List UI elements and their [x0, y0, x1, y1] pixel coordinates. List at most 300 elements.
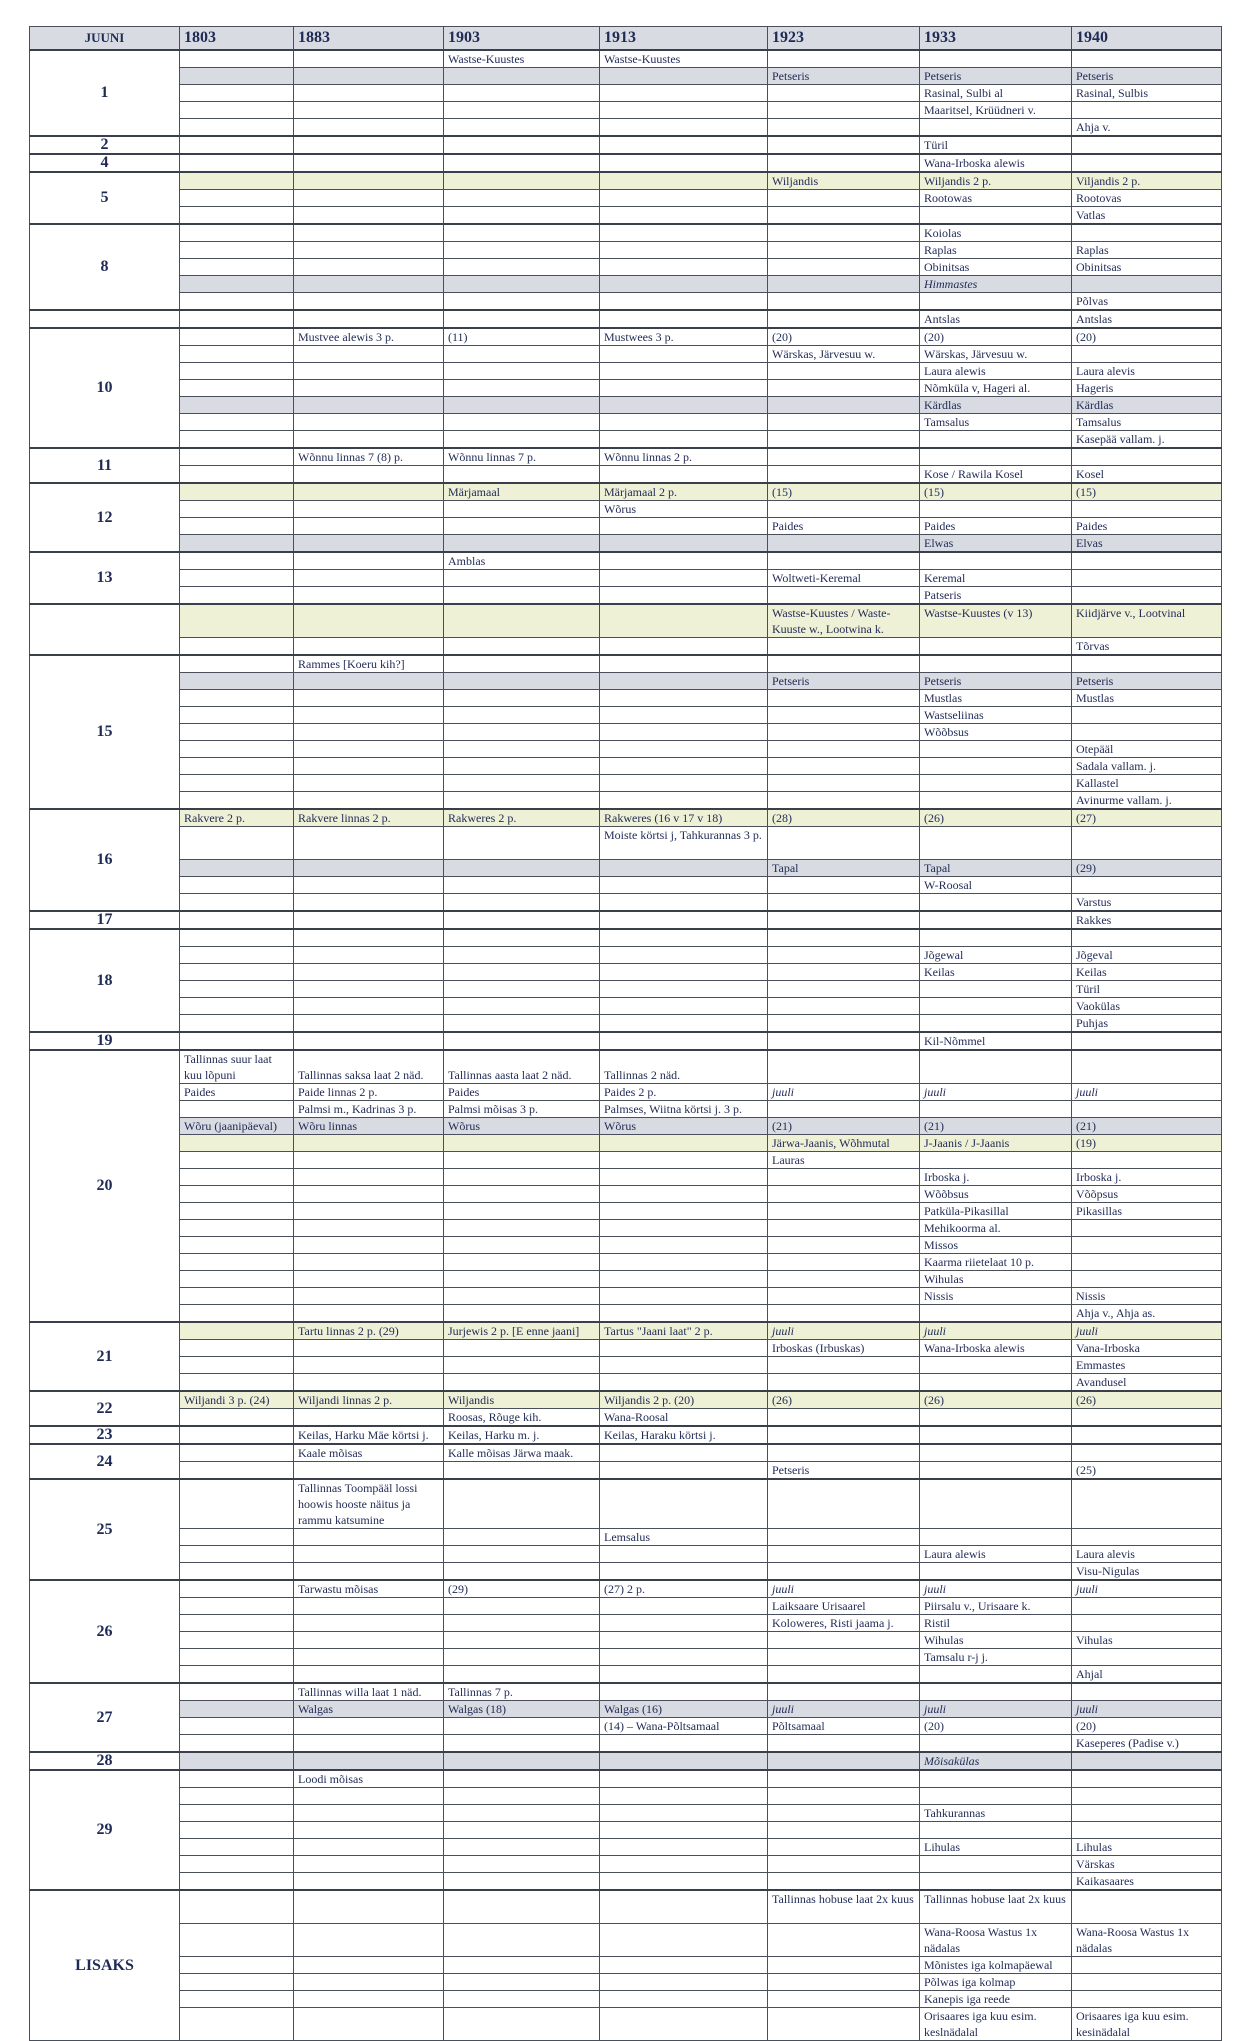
fair-cell: Wõõbsus [920, 1186, 1072, 1203]
fair-cell [768, 1050, 920, 1084]
fair-cell [1072, 1822, 1222, 1839]
fair-cell: Laura alevis [1072, 363, 1222, 380]
fair-cell [444, 346, 600, 363]
day-label: 5 [30, 172, 180, 224]
fair-cell: Tartu linnas 2 p. (29) [294, 1322, 444, 1340]
fair-cell [180, 587, 294, 605]
fair-cell [294, 947, 444, 964]
fair-cell: (15) [1072, 483, 1222, 501]
fair-cell [1072, 1426, 1222, 1444]
fair-cell: Moiste körtsi j, Tahkurannas 3 p. [600, 827, 768, 860]
fair-cell [1072, 1788, 1222, 1805]
fair-cell [600, 1839, 768, 1856]
day-label: 25 [30, 1479, 180, 1580]
fair-cell [294, 363, 444, 380]
table-row [30, 310, 1222, 328]
table-row [30, 552, 1222, 570]
fair-cell [600, 1735, 768, 1753]
table-row [30, 380, 1222, 397]
fair-cell [180, 397, 294, 414]
fair-cell [180, 207, 294, 225]
fair-cell: (26) [768, 1391, 920, 1409]
fair-cell [294, 1340, 444, 1357]
fair-cell [180, 1839, 294, 1856]
fair-cell [294, 1873, 444, 1891]
fair-cell: Tallinnas 7 p. [444, 1683, 600, 1701]
fair-cell [444, 758, 600, 775]
fair-cell [444, 1718, 600, 1735]
fair-cell: Wiljandi linnas 2 p. [294, 1391, 444, 1409]
fair-cell: Tallinnas saksa laat 2 näd. [294, 1050, 444, 1084]
fair-cell: (19) [1072, 1135, 1222, 1152]
fair-cell [294, 1015, 444, 1033]
fair-cell: Raplas [920, 242, 1072, 259]
fair-cell [1072, 707, 1222, 724]
fair-cell [180, 1890, 294, 1924]
fair-cell: (27) 2 p. [600, 1580, 768, 1598]
table-row [30, 1409, 1222, 1427]
fair-cell [444, 414, 600, 431]
fair-cell: Ahja v. [1072, 119, 1222, 137]
fair-cell [444, 1615, 600, 1632]
fair-cell [920, 1426, 1072, 1444]
fair-cell: juuli [1072, 1084, 1222, 1101]
table-row [30, 431, 1222, 449]
fair-cell [920, 293, 1072, 311]
day-label [30, 310, 180, 328]
fair-cell [294, 929, 444, 947]
fair-cell [768, 1957, 920, 1974]
fair-cell [768, 1203, 920, 1220]
fair-cell [600, 724, 768, 741]
day-label: 4 [30, 154, 180, 172]
table-row [30, 1426, 1222, 1444]
fair-cell [180, 380, 294, 397]
fair-cell: Wana-Irboska alewis [920, 154, 1072, 172]
fair-cell [444, 1957, 600, 1974]
fair-cell [920, 929, 1072, 947]
fair-cell [768, 741, 920, 758]
fair-cell [768, 1254, 920, 1271]
fair-cell [294, 1357, 444, 1374]
fair-cell: Mustwees 3 p. [600, 328, 768, 346]
fair-cell [600, 1032, 768, 1050]
table-row [30, 741, 1222, 758]
fair-cell [180, 673, 294, 690]
fair-cell [1072, 1032, 1222, 1050]
fair-cell: Wiljandis 2 p. [920, 172, 1072, 190]
fair-cell [920, 1374, 1072, 1392]
header-year-1803: 1803 [180, 27, 294, 51]
fair-cell [180, 981, 294, 998]
fair-cell [294, 1890, 444, 1924]
fair-cell [1072, 877, 1222, 894]
fair-cell [444, 293, 600, 311]
fair-cell [294, 50, 444, 68]
fair-cell [294, 1598, 444, 1615]
fair-cell: Sadala vallam. j. [1072, 758, 1222, 775]
fair-cell: Wastseliinas [920, 707, 1072, 724]
table-row [30, 1822, 1222, 1839]
fair-cell [180, 448, 294, 466]
fair-cell [600, 1805, 768, 1822]
fair-cell: Wastse-Kuustes (v 13) [920, 604, 1072, 638]
table-row [30, 1237, 1222, 1254]
day-label: 20 [30, 1050, 180, 1322]
table-row [30, 68, 1222, 85]
fair-cell [444, 827, 600, 860]
fair-cell [600, 1974, 768, 1991]
fair-cell [1072, 1101, 1222, 1118]
table-row [30, 1718, 1222, 1735]
fair-cell [600, 775, 768, 792]
header-month: JUUNI [30, 27, 180, 51]
fair-cell [180, 1357, 294, 1374]
fair-cell: Raplas [1072, 242, 1222, 259]
table-row [30, 1683, 1222, 1701]
fair-cell [600, 894, 768, 912]
fair-cell [444, 1770, 600, 1788]
fair-cell [768, 1752, 920, 1770]
fair-cell [600, 1788, 768, 1805]
fair-cell [180, 707, 294, 724]
fair-cell [180, 1220, 294, 1237]
fair-cell [600, 707, 768, 724]
fair-cell: Kiidjärve v., Lootvinal [1072, 604, 1222, 638]
table-row [30, 809, 1222, 827]
fair-cell: juuli [920, 1580, 1072, 1598]
fair-cell [768, 414, 920, 431]
fair-cell [294, 414, 444, 431]
fair-cell [294, 877, 444, 894]
fair-cell [180, 655, 294, 673]
fair-cell [180, 1873, 294, 1891]
table-row [30, 1580, 1222, 1598]
fair-cell [600, 1374, 768, 1392]
fair-cell [768, 1032, 920, 1050]
table-row [30, 1032, 1222, 1050]
fair-cell [180, 1152, 294, 1169]
fair-cell [444, 655, 600, 673]
fair-cell [294, 758, 444, 775]
fair-cell [294, 552, 444, 570]
fair-cell [180, 860, 294, 877]
fair-cell: Mõisakülas [920, 1752, 1072, 1770]
fair-cell [444, 1822, 600, 1839]
fair-cell [600, 172, 768, 190]
fair-cell [294, 483, 444, 501]
fair-cell [444, 894, 600, 912]
fair-cell [1072, 1254, 1222, 1271]
fair-cell [600, 1822, 768, 1839]
fair-cell: Vatlas [1072, 207, 1222, 225]
fair-cell: Tamsalus [920, 414, 1072, 431]
fair-cell [444, 775, 600, 792]
fair-cell [768, 1788, 920, 1805]
fair-cell [1072, 154, 1222, 172]
fair-cell [180, 638, 294, 656]
fair-cell: Põltsamaal [768, 1718, 920, 1735]
fair-cell [768, 1305, 920, 1323]
fair-cell: Irboskas (Irbuskas) [768, 1340, 920, 1357]
day-label: 29 [30, 1770, 180, 1890]
fair-cell [180, 501, 294, 518]
fair-cell [600, 1770, 768, 1788]
fair-cell [600, 1340, 768, 1357]
fair-cell [180, 1288, 294, 1305]
fair-cell [180, 552, 294, 570]
fair-cell [768, 724, 920, 741]
fair-cell [444, 1357, 600, 1374]
fair-cell [920, 119, 1072, 137]
fair-cell [294, 1839, 444, 1856]
fair-cell: Wastse-Kuustes [600, 50, 768, 68]
table-row [30, 1752, 1222, 1770]
fair-cell [294, 1409, 444, 1427]
fair-cell [768, 998, 920, 1015]
fair-cell [600, 1479, 768, 1529]
fair-cell [920, 1666, 1072, 1684]
fair-cell [600, 1563, 768, 1581]
header-year-1883: 1883 [294, 27, 444, 51]
fair-cell [920, 981, 1072, 998]
table-row [30, 1271, 1222, 1288]
fair-cell [600, 655, 768, 673]
fair-cell [444, 741, 600, 758]
table-row [30, 1152, 1222, 1169]
fair-cell: Wärskas, Järvesuu w. [768, 346, 920, 363]
fair-cell [768, 929, 920, 947]
fair-cell: Paides 2 p. [600, 1084, 768, 1101]
table-row [30, 1649, 1222, 1666]
fair-cell: Antslas [1072, 310, 1222, 328]
fair-cell: Paides [768, 518, 920, 535]
fair-cell [920, 758, 1072, 775]
fair-cell [600, 397, 768, 414]
table-row [30, 518, 1222, 535]
fair-cell [600, 293, 768, 311]
fair-cell: Tallinnas hobuse laat 2x kuus [920, 1890, 1072, 1924]
table-row [30, 1924, 1222, 1957]
fair-cell [180, 119, 294, 137]
fair-cell: Walgas (16) [600, 1701, 768, 1718]
fair-cell: Keilas [1072, 964, 1222, 981]
fair-cell: Lihulas [1072, 1839, 1222, 1856]
fair-cell [600, 85, 768, 102]
fair-cell [180, 1632, 294, 1649]
fair-cell [920, 894, 1072, 912]
fair-cell: (25) [1072, 1462, 1222, 1480]
fair-cell [444, 102, 600, 119]
fair-cell: Woltweti-Keremal [768, 570, 920, 587]
table-row [30, 85, 1222, 102]
fair-cell [294, 604, 444, 638]
fair-cell [180, 827, 294, 860]
fair-cell [600, 346, 768, 363]
fair-cell [600, 570, 768, 587]
fair-cell [600, 587, 768, 605]
fair-cell: Paides [920, 518, 1072, 535]
fair-cell: Nissis [920, 1288, 1072, 1305]
fair-cell [920, 1735, 1072, 1753]
fair-cell: juuli [920, 1084, 1072, 1101]
fair-cell: Wiljandis [444, 1391, 600, 1409]
fair-cell [1072, 1770, 1222, 1788]
fair-cell [180, 363, 294, 380]
fair-cell [768, 964, 920, 981]
fair-cell [1072, 1974, 1222, 1991]
header-year-1913: 1913 [600, 27, 768, 51]
fair-cell [600, 136, 768, 154]
fair-cell [768, 259, 920, 276]
fair-cell [1072, 1479, 1222, 1529]
fair-cell [294, 136, 444, 154]
fair-cell [768, 690, 920, 707]
fair-cell [1072, 1991, 1222, 2008]
fair-cell: Wõõbsus [920, 724, 1072, 741]
fair-cell [920, 1152, 1072, 1169]
fair-cell [180, 947, 294, 964]
fair-cell [920, 1529, 1072, 1546]
fair-cell [294, 346, 444, 363]
fair-cell [444, 1220, 600, 1237]
fair-cell: Wana-Roosal [600, 1409, 768, 1427]
fair-cell [600, 1615, 768, 1632]
fair-cell [768, 877, 920, 894]
fair-cell: Petseris [768, 1462, 920, 1480]
fair-cell [444, 1305, 600, 1323]
fair-cell: Wõrus [600, 1118, 768, 1135]
fair-cell [920, 1305, 1072, 1323]
fair-cell: Missos [920, 1237, 1072, 1254]
fair-cell [1072, 655, 1222, 673]
fair-cell: juuli [768, 1084, 920, 1101]
fair-cell [768, 293, 920, 311]
table-row [30, 894, 1222, 912]
day-label: 11 [30, 448, 180, 483]
fair-cell: Avandusel [1072, 1374, 1222, 1392]
header-row [30, 27, 1222, 51]
fair-cell [294, 431, 444, 449]
fair-cell [444, 518, 600, 535]
fair-cell [920, 1479, 1072, 1529]
fair-cell [444, 929, 600, 947]
fair-cell [600, 2008, 768, 2041]
fair-cell [600, 1873, 768, 1891]
fair-cell: Keremal [920, 570, 1072, 587]
fair-cell [180, 964, 294, 981]
table-row [30, 707, 1222, 724]
fair-cell: Varstus [1072, 894, 1222, 912]
fair-cell [768, 1271, 920, 1288]
fair-cell [444, 1186, 600, 1203]
fair-cell [294, 1305, 444, 1323]
fair-cell [180, 1271, 294, 1288]
fair-cell [180, 328, 294, 346]
fair-cell [294, 1649, 444, 1666]
fair-cell: Tallinnas willa laat 1 näd. [294, 1683, 444, 1701]
fair-cell: Petseris [920, 673, 1072, 690]
fair-cell [444, 224, 600, 242]
fair-cell [294, 792, 444, 810]
fair-cell [180, 1254, 294, 1271]
fair-cell [444, 1203, 600, 1220]
fair-cell [768, 535, 920, 553]
fair-cell [444, 466, 600, 484]
fair-cell [600, 911, 768, 929]
fair-cell: Wana-Roosa Wastus 1x nädalas [920, 1924, 1072, 1957]
fair-cell: juuli [768, 1580, 920, 1598]
fair-cell [600, 154, 768, 172]
table-row [30, 964, 1222, 981]
fair-cell [920, 501, 1072, 518]
fair-cell [768, 638, 920, 656]
fair-cell [600, 1254, 768, 1271]
table-row [30, 604, 1222, 638]
fair-cell [294, 827, 444, 860]
fair-cell [294, 397, 444, 414]
fair-cell [768, 911, 920, 929]
fair-cell [1072, 1444, 1222, 1462]
table-row [30, 1050, 1222, 1084]
fair-cell [294, 172, 444, 190]
fair-cell [1072, 1271, 1222, 1288]
table-row [30, 638, 1222, 656]
fair-cell: Wastse-Kuustes [444, 50, 600, 68]
fair-cell [600, 1462, 768, 1480]
fair-cell [180, 224, 294, 242]
fair-cell [444, 1135, 600, 1152]
fair-cell [294, 224, 444, 242]
fair-cell [768, 242, 920, 259]
fair-cell [768, 1237, 920, 1254]
fair-cell: Türil [920, 136, 1072, 154]
fair-cell [294, 154, 444, 172]
fair-cell [768, 1805, 920, 1822]
fair-cell: Antslas [920, 310, 1072, 328]
fair-cell: (15) [768, 483, 920, 501]
table-row [30, 690, 1222, 707]
fair-cell [600, 1186, 768, 1203]
table-row [30, 860, 1222, 877]
table-row [30, 877, 1222, 894]
fair-cell: Visu-Nigulas [1072, 1563, 1222, 1581]
fair-cell [768, 947, 920, 964]
table-row [30, 501, 1222, 518]
fair-cell [444, 136, 600, 154]
table-row [30, 448, 1222, 466]
fair-cell: (26) [1072, 1391, 1222, 1409]
fair-cell: Laura alewis [920, 363, 1072, 380]
fair-cell [768, 1666, 920, 1684]
fair-cell [600, 1598, 768, 1615]
header-year-1903: 1903 [444, 27, 600, 51]
fair-cell [444, 68, 600, 85]
fair-cell [768, 1974, 920, 1991]
fair-cell: Wõnnu linnas 7 (8) p. [294, 448, 444, 466]
table-row [30, 1203, 1222, 1220]
fair-cell [920, 1788, 1072, 1805]
fair-cell [1072, 827, 1222, 860]
fair-cell [600, 310, 768, 328]
fair-cell [1072, 501, 1222, 518]
fair-cell: Tamsalu r-j j. [920, 1649, 1072, 1666]
table-row [30, 224, 1222, 242]
fair-cell: Palmses, Wiitna körtsi j. 3 p. [600, 1101, 768, 1118]
fair-cell [444, 276, 600, 293]
table-row [30, 50, 1222, 68]
fair-cell [180, 1752, 294, 1770]
